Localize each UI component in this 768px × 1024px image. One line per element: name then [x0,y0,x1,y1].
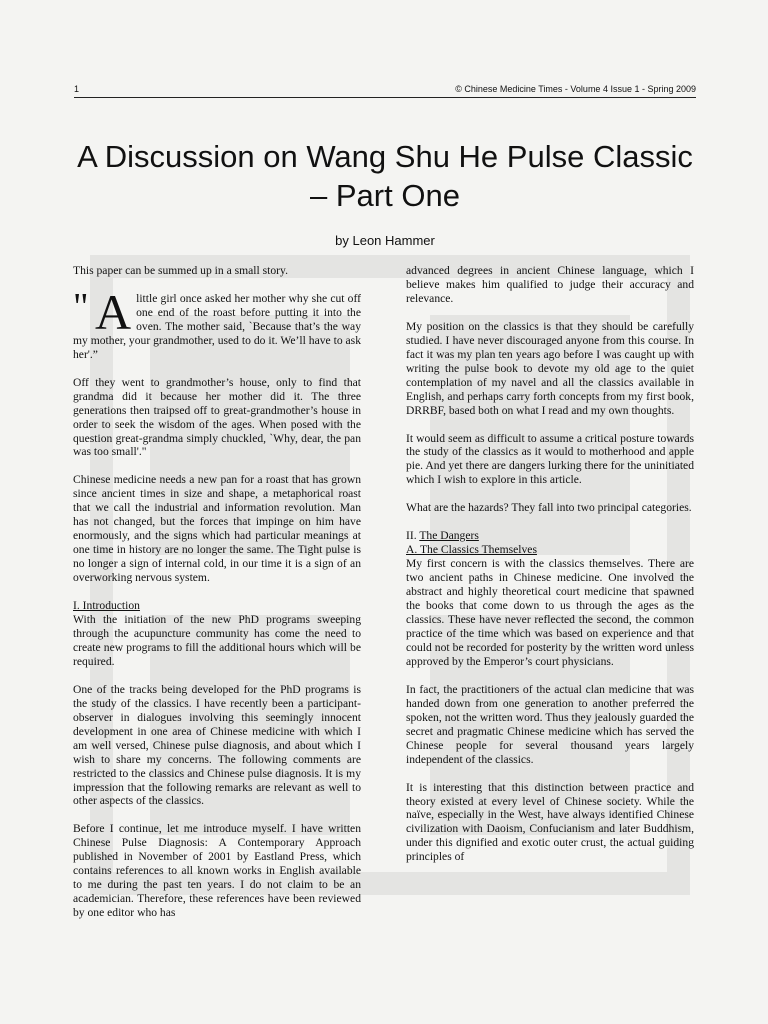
intro-sentence: This paper can be summed up in a small story. [73,264,288,277]
classics-paragraph-3: It is interesting that this distinction between practice and theory existed at every level of Chinese society. While the naïve, especially in the West, have always identified Chinese civilization with Daoism, Confucianism and later Buddhism, under this dignified and exotic outer crust, the actual guiding principles of [406,780,694,864]
drop-cap: A [95,283,132,340]
author-byline: by Leon Hammer [335,233,435,248]
right-column [406,264,694,864]
story-opening [73,283,361,362]
position-paragraph: My position on the classics is that they should be carefully studied. I have never discouraged anyone from this course. In fact it was my plan ten years ago before I was caught up with writing the pulse book to devote my old age to the quiet contemplation of my navel and all the classics available in English, and perhaps carry forth concepts from my first book, DRRBF, based both on what I read and my own thoughts. [406,319,694,417]
running-header [74,84,696,94]
story-paragraph: little girl once asked her mother why she cut off one end of the roast before putting it into the oven. The mother said, `Because that’s the way my mother, your grandmother, used to do it. We’ll have to ask her'.” [73,291,361,361]
dangers-heading-text: The Dangers [419,529,479,543]
intro-paragraph-3: Before I continue, let me introduce myself. I have written Chinese Pulse Diagnosis: A Contemporary Approach published in November of 2001 by Eastland Press, which contains references to all known works in English available to me during the past ten years. I do not claim to be an academician. Therefore, these references have been reviewed by one editor who has [73,822,361,920]
metaphor-paragraph: Chinese medicine needs a new pan for a roast that has grown since ancient times in size and shape, a metaphorical roast that we call the industrial and information revolution. Man has not changed, but the forces that impinge on him have enormously, and the signs which had particular meanings at one time in history are no longer the same. The Tight pulse is no longer a sign of internal cold, in our time it is a sign of an overworking nervous system. [73,473,361,585]
section-heading-dangers: II. The Dangers [406,529,479,543]
page-number: 1 [74,84,80,94]
continued-paragraph: advanced degrees in ancient Chinese language, which I believe makes him qualified to judge their accuracy and relevance. [406,264,694,305]
classics-paragraph-2: In fact, the practitioners of the actual clan medicine that was handed down from one generation to another preferred the spoken, not the written word. Thus they jealously guarded the secret and pragmatic Chinese medicine which has served the Chinese people for several thousand years largely independent of the classics. [406,682,694,766]
hazards-paragraph: What are the hazards? They fall into two principal categories. [406,501,692,515]
header-rule [74,97,696,98]
intro-paragraph-2: One of the tracks being developed for the PhD programs is the study of the classics. I have recently been a participant-observer in dialogues involving this seemingly innocent development in one area of Chinese medicine with which I am well versed, Chinese pulse diagnosis, and about which I wish to share my concerns. The following comments are restricted to the classics and Chinese pulse diagnosis. It is my impression that the following remarks are relevant as well to other aspects of the classics. [73,682,361,808]
classics-paragraph-1: My first concern is with the classics themselves. There are two ancient paths in Chinese medicine. One involved the abstract and highly theoretical court medicine that spawned the books that come down to us through the ages as the classics. These have never reflected the second, the common practice of the time which was based on experience and that could not be recorded for posterity by the written word unless approved by the Emperor’s court physicians. [406,557,694,668]
opening-quote-mark: " [73,285,89,328]
section-heading-introduction: I. Introduction [73,599,140,613]
journal-citation: © Chinese Medicine Times - Volume 4 Issue 1 - Spring 2009 [455,84,696,94]
left-column [73,264,361,920]
article-title: A Discussion on Wang Shu He Pulse Classic – Part One [77,139,693,213]
intro-paragraph-1: With the initiation of the new PhD programs sweeping through the acupuncture community has come the need to create new programs to fill the additional hours which will be required. [73,613,361,668]
story-paragraph-2: Off they went to grandmother’s house, only to find that grandma did it because her mother did it. The three generations then traipsed off to great-grandmother’s house in order to seek the wisdom of the ages. When posed with the question great-grandma simply chuckled, `Why, dear, the pan was too small'." [73,375,361,459]
subsection-heading-classics: A. The Classics Themselves [406,543,537,557]
dangers-paragraph: It would seem as difficult to assume a critical posture towards the study of the classics as it would to motherhood and apple pie. And yet there are dangers lurking there for the uninitiated which I wish to explore in this article. [406,431,694,487]
